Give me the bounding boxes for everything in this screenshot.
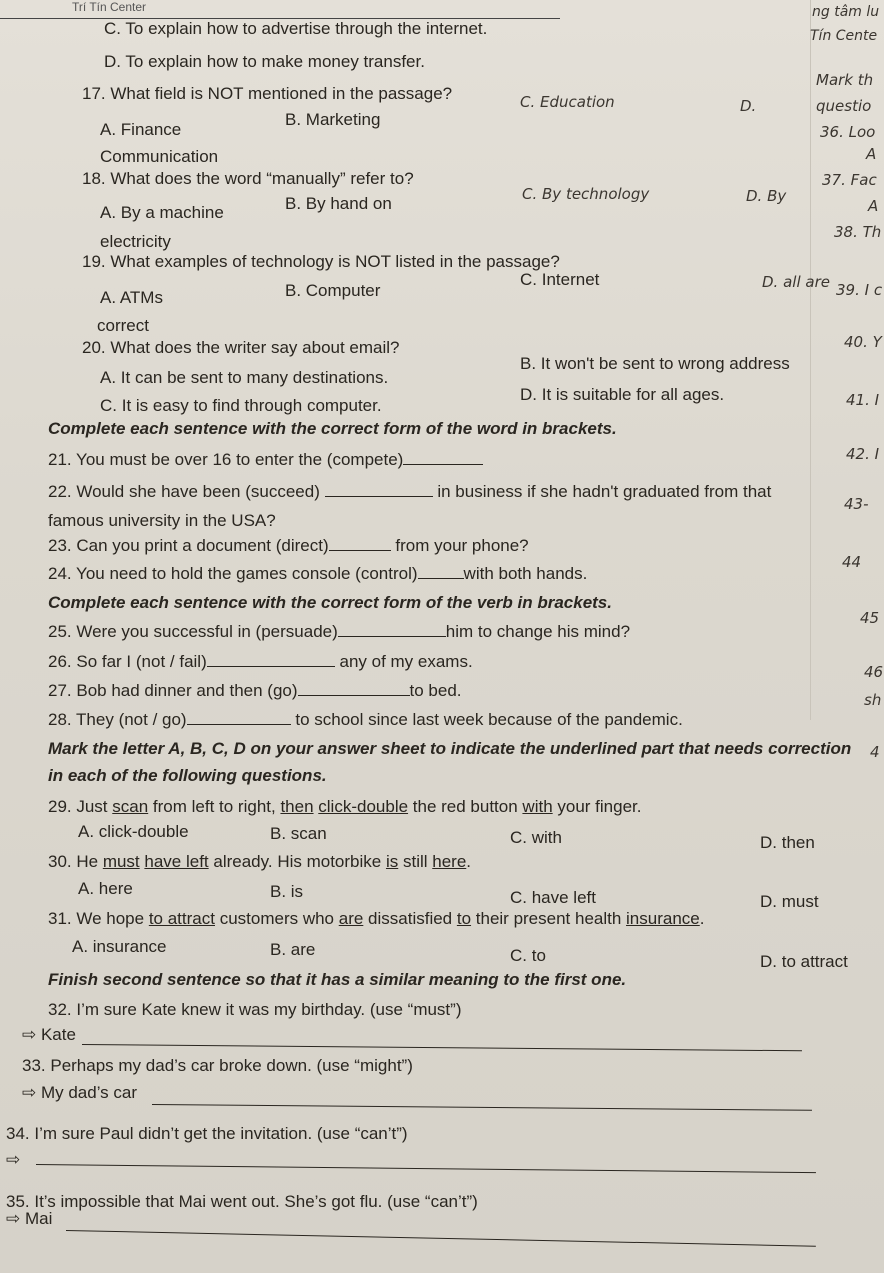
q34-answer-label: ⇨	[6, 1150, 21, 1169]
q32-answer-line	[82, 1044, 802, 1051]
margin-42: 42. I	[846, 445, 880, 463]
header-text: Trí Tín Center	[72, 0, 147, 14]
question-32: 32. I’m sure Kate knew it was my birthday. (use “must”)	[48, 1000, 462, 1019]
q35-answer-line	[66, 1230, 816, 1247]
margin-40: 40. Y	[844, 333, 882, 351]
margin-37-a: A	[868, 197, 879, 215]
section-mark-2: in each of the following questions.	[48, 766, 327, 785]
question-22: 22. Would she have been (succeed) in business if she hadn't graduated from that	[48, 482, 772, 501]
margin-45: 45	[860, 609, 880, 627]
q18-option-c: C. By technology	[522, 185, 650, 203]
q18-option-a: A. By a machine	[100, 203, 224, 222]
q18-option-d: D. By	[746, 187, 787, 205]
q19-option-b: B. Computer	[285, 281, 381, 300]
question-29: 29. Just scan from left to right, then click-double the red button with your finger.	[48, 797, 642, 816]
question-18: 18. What does the word “manually” refer to?	[82, 169, 414, 188]
q31-option-c: C. to	[510, 946, 546, 965]
question-26: 26. So far I (not / fail) any of my exams.	[48, 652, 473, 671]
margin-44: 44	[842, 553, 862, 571]
q29-option-b: B. scan	[270, 824, 327, 843]
question-24: 24. You need to hold the games console (control) with both hands.	[48, 564, 588, 583]
q17-option-c: C. Education	[520, 93, 615, 111]
question-30: 30. He must have left already. His motorbike is still here.	[48, 852, 472, 871]
option-c-advertise: C. To explain how to advertise through the internet.	[104, 19, 488, 38]
question-19: 19. What examples of technology is NOT listed in the passage?	[82, 252, 560, 271]
q30-option-c: C. have left	[510, 888, 596, 907]
q19-option-a: A. ATMs	[100, 288, 163, 307]
q19-option-d: D. all are	[762, 273, 830, 291]
q19-option-cont: correct	[97, 316, 149, 335]
margin-divider	[810, 0, 811, 720]
q30-option-b: B. is	[270, 882, 304, 901]
corner-text-1: ng tâm lu	[812, 4, 880, 20]
q35-answer-label: ⇨ Mai	[6, 1209, 53, 1228]
question-33: 33. Perhaps my dad’s car broke down. (use “might”)	[22, 1056, 413, 1075]
question-20: 20. What does the writer say about email?	[82, 338, 400, 357]
header-bar	[0, 0, 560, 19]
q32-answer-label: ⇨ Kate	[22, 1025, 76, 1044]
q19-option-c: C. Internet	[520, 270, 600, 289]
margin-43: 43-	[844, 495, 869, 513]
margin-sh: sh	[864, 691, 882, 709]
option-d-money: D. To explain how to make money transfer.	[104, 52, 425, 71]
q31-option-d: D. to attract	[760, 952, 848, 971]
section-word-form: Complete each sentence with the correct form of the word in brackets.	[48, 419, 617, 438]
question-21: 21. You must be over 16 to enter the (compete)	[48, 450, 483, 470]
section-verb-form: Complete each sentence with the correct form of the verb in brackets.	[48, 593, 612, 612]
margin-4: 4	[870, 743, 880, 761]
margin-46: 46	[864, 663, 884, 681]
q31-option-a: A. insurance	[72, 937, 167, 956]
margin-mark: Mark th	[816, 71, 874, 89]
corner-text-2: Tín Cente	[810, 28, 878, 44]
margin-question: questio	[816, 97, 872, 115]
q33-answer-line	[152, 1104, 812, 1111]
q17-option-d: D.	[740, 97, 757, 115]
question-25: 25. Were you successful in (persuade) him to change his mind?	[48, 622, 631, 641]
q29-option-c: C. with	[510, 828, 562, 847]
question-28: 28. They (not / go) to school since last week because of the pandemic.	[48, 710, 683, 729]
margin-39: 39. I c	[836, 281, 883, 299]
question-34: 34. I’m sure Paul didn’t get the invitation. (use “can’t”)	[6, 1124, 408, 1143]
q18-option-cont: electricity	[100, 232, 171, 251]
section-mark-1: Mark the letter A, B, C, D on your answer sheet to indicate the underlined part that needs correction	[48, 739, 852, 758]
q20-option-c: C. It is easy to find through computer.	[100, 396, 382, 415]
margin-36-a: A	[866, 145, 877, 163]
question-22-cont: famous university in the USA?	[48, 511, 276, 530]
q17-option-a: A. Finance	[100, 120, 182, 139]
q30-option-d: D. must	[760, 892, 819, 911]
question-31: 31. We hope to attract customers who are dissatisfied to their present health insurance.	[48, 909, 705, 928]
q17-option-b: B. Marketing	[285, 110, 381, 129]
q30-option-a: A. here	[78, 879, 133, 898]
margin-41: 41. I	[846, 391, 880, 409]
q31-option-b: B. are	[270, 940, 316, 959]
q29-option-d: D. then	[760, 833, 815, 852]
q20-option-a: A. It can be sent to many destinations.	[100, 368, 389, 387]
question-35: 35. It’s impossible that Mai went out. She’s got flu. (use “can’t”)	[6, 1192, 478, 1211]
question-17: 17. What field is NOT mentioned in the passage?	[82, 84, 453, 103]
q17-option-cont: Communication	[100, 147, 219, 166]
q33-answer-label: ⇨ My dad’s car	[22, 1083, 138, 1102]
margin-38: 38. Th	[834, 223, 882, 241]
q34-answer-line	[36, 1164, 816, 1173]
question-27: 27. Bob had dinner and then (go) to bed.	[48, 681, 462, 700]
section-finish: Finish second sentence so that it has a similar meaning to the first one.	[48, 970, 627, 989]
q18-option-b: B. By hand on	[285, 194, 392, 213]
q29-option-a: A. click-double	[78, 822, 189, 841]
q20-option-b: B. It won't be sent to wrong address	[520, 354, 790, 373]
margin-36: 36. Loo	[820, 123, 876, 141]
question-23: 23. Can you print a document (direct) from your phone?	[48, 536, 529, 555]
margin-37: 37. Fac	[822, 171, 877, 189]
q20-option-d: D. It is suitable for all ages.	[520, 385, 725, 404]
